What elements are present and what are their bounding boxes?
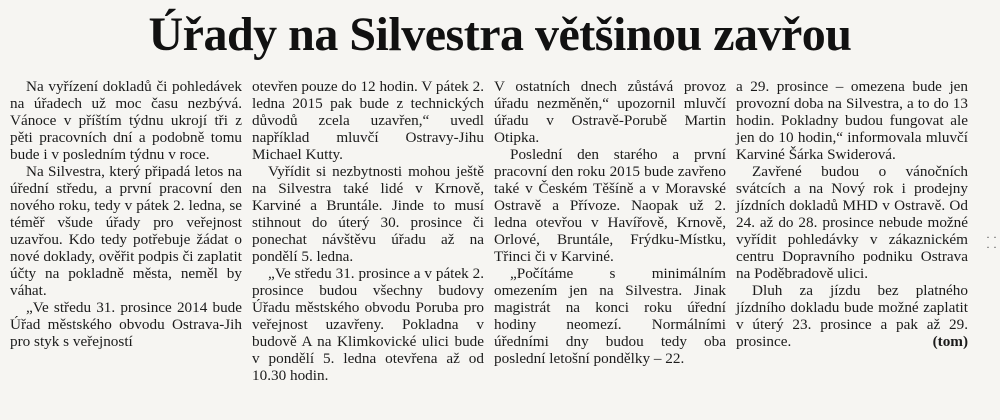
paragraph-text: Dluh za jízdu bez platného jízdního dokladu bude možné zaplatit v úterý 23. prosince a pak až 29. prosince. [736,282,968,350]
scan-specks: · · · · [986,230,997,254]
paragraph: „Počítáme s minimálním omezením jen na Silvestra. Jinak magistrát na konci roku úřední hodiny neomezí. Normálními úředními dny budou tedy oba poslední letošní pondělky – 22. [494,265,726,367]
paragraph: Vyřídit si nezbytnosti mohou ještě na Silvestra také lidé v Krnově, Karviné a Bruntále. Jinde to musí stihnout do úterý 30. prosince či ponechat návštěvu úřadu až na pondělí 5. ledna. [252,163,484,265]
article-column-4 [736,78,968,350]
paragraph: Na Silvestra, který připadá letos na úřední středu, a první pracovní den nového roku, tedy v pátek 2. ledna, se téměř všude úřady pro veřejnost uzavřou. Kdo tedy potřebuje žádat o nové doklady, ověřit podpis či zaplatit účty na pokladně města, neměl by váhat. [10,163,242,299]
article-column-2 [252,78,484,384]
author-signature: (tom) [932,333,968,350]
paragraph: otevřen pouze do 12 hodin. V pátek 2. ledna 2015 pak bude z technických důvodů zcela uzavřen,“ uvedl například mluvčí Ostravy-Jihu Michael Kutty. [252,78,484,163]
article-headline: Úřady na Silvestra většinou zavřou [148,8,852,61]
paragraph: V ostatních dnech zůstává provoz úřadu nezměněn,“ upozornil mluvčí úřadu v Ostravě-Porubě Martin Otipka. [494,78,726,146]
paragraph: Zavřené budou o vánočních svátcích a na Nový rok i prodejny jízdních dokladů MHD v Ostravě. Od 24. až do 28. prosince nebude možné vyřídit pohledávky v zákaznickém centru Dopravního podniku Ostrava na Poděbradově ulici. [736,163,968,282]
paragraph: „Ve středu 31. prosince 2014 bude Úřad městského obvodu Ostrava-Jih pro styk s veřejností [10,299,242,350]
paragraph: Poslední den starého a první pracovní den roku 2015 bude zavřeno také v Českém Těšíně a v Moravské Ostravě a Přívoze. Naopak už 2. ledna otevřou v Havířově, Krnově, Orlové, Bruntále, Frýdku-Místku, Třinci či v Karviné. [494,146,726,265]
article-column-1 [10,78,242,350]
paragraph: Na vyřízení dokladů či pohledávek na úřadech už moc času nezbývá. Vánoce v příštím týdnu ukrojí tři z pěti pracovních dní a podobně tomu bude i v posledním týdnu v roce. [10,78,242,163]
paragraph [736,282,968,350]
article-column-3 [494,78,726,367]
paragraph: „Ve středu 31. prosince a v pátek 2. prosince budou všechny budovy Úřadu městského obvodu Poruba pro veřejnost uzavřeny. Pokladna v budově A na Klimkovické ulici bude v pondělí 5. ledna otevřena až od 10.30 hodin. [252,265,484,384]
paragraph: a 29. prosince – omezena bude jen provozní doba na Silvestra, a to do 13 hodin. Pokladny budou fungovat ale jen do 10 hodin,“ informovala mluvčí Karviné Šárka Swiderová. [736,78,968,163]
